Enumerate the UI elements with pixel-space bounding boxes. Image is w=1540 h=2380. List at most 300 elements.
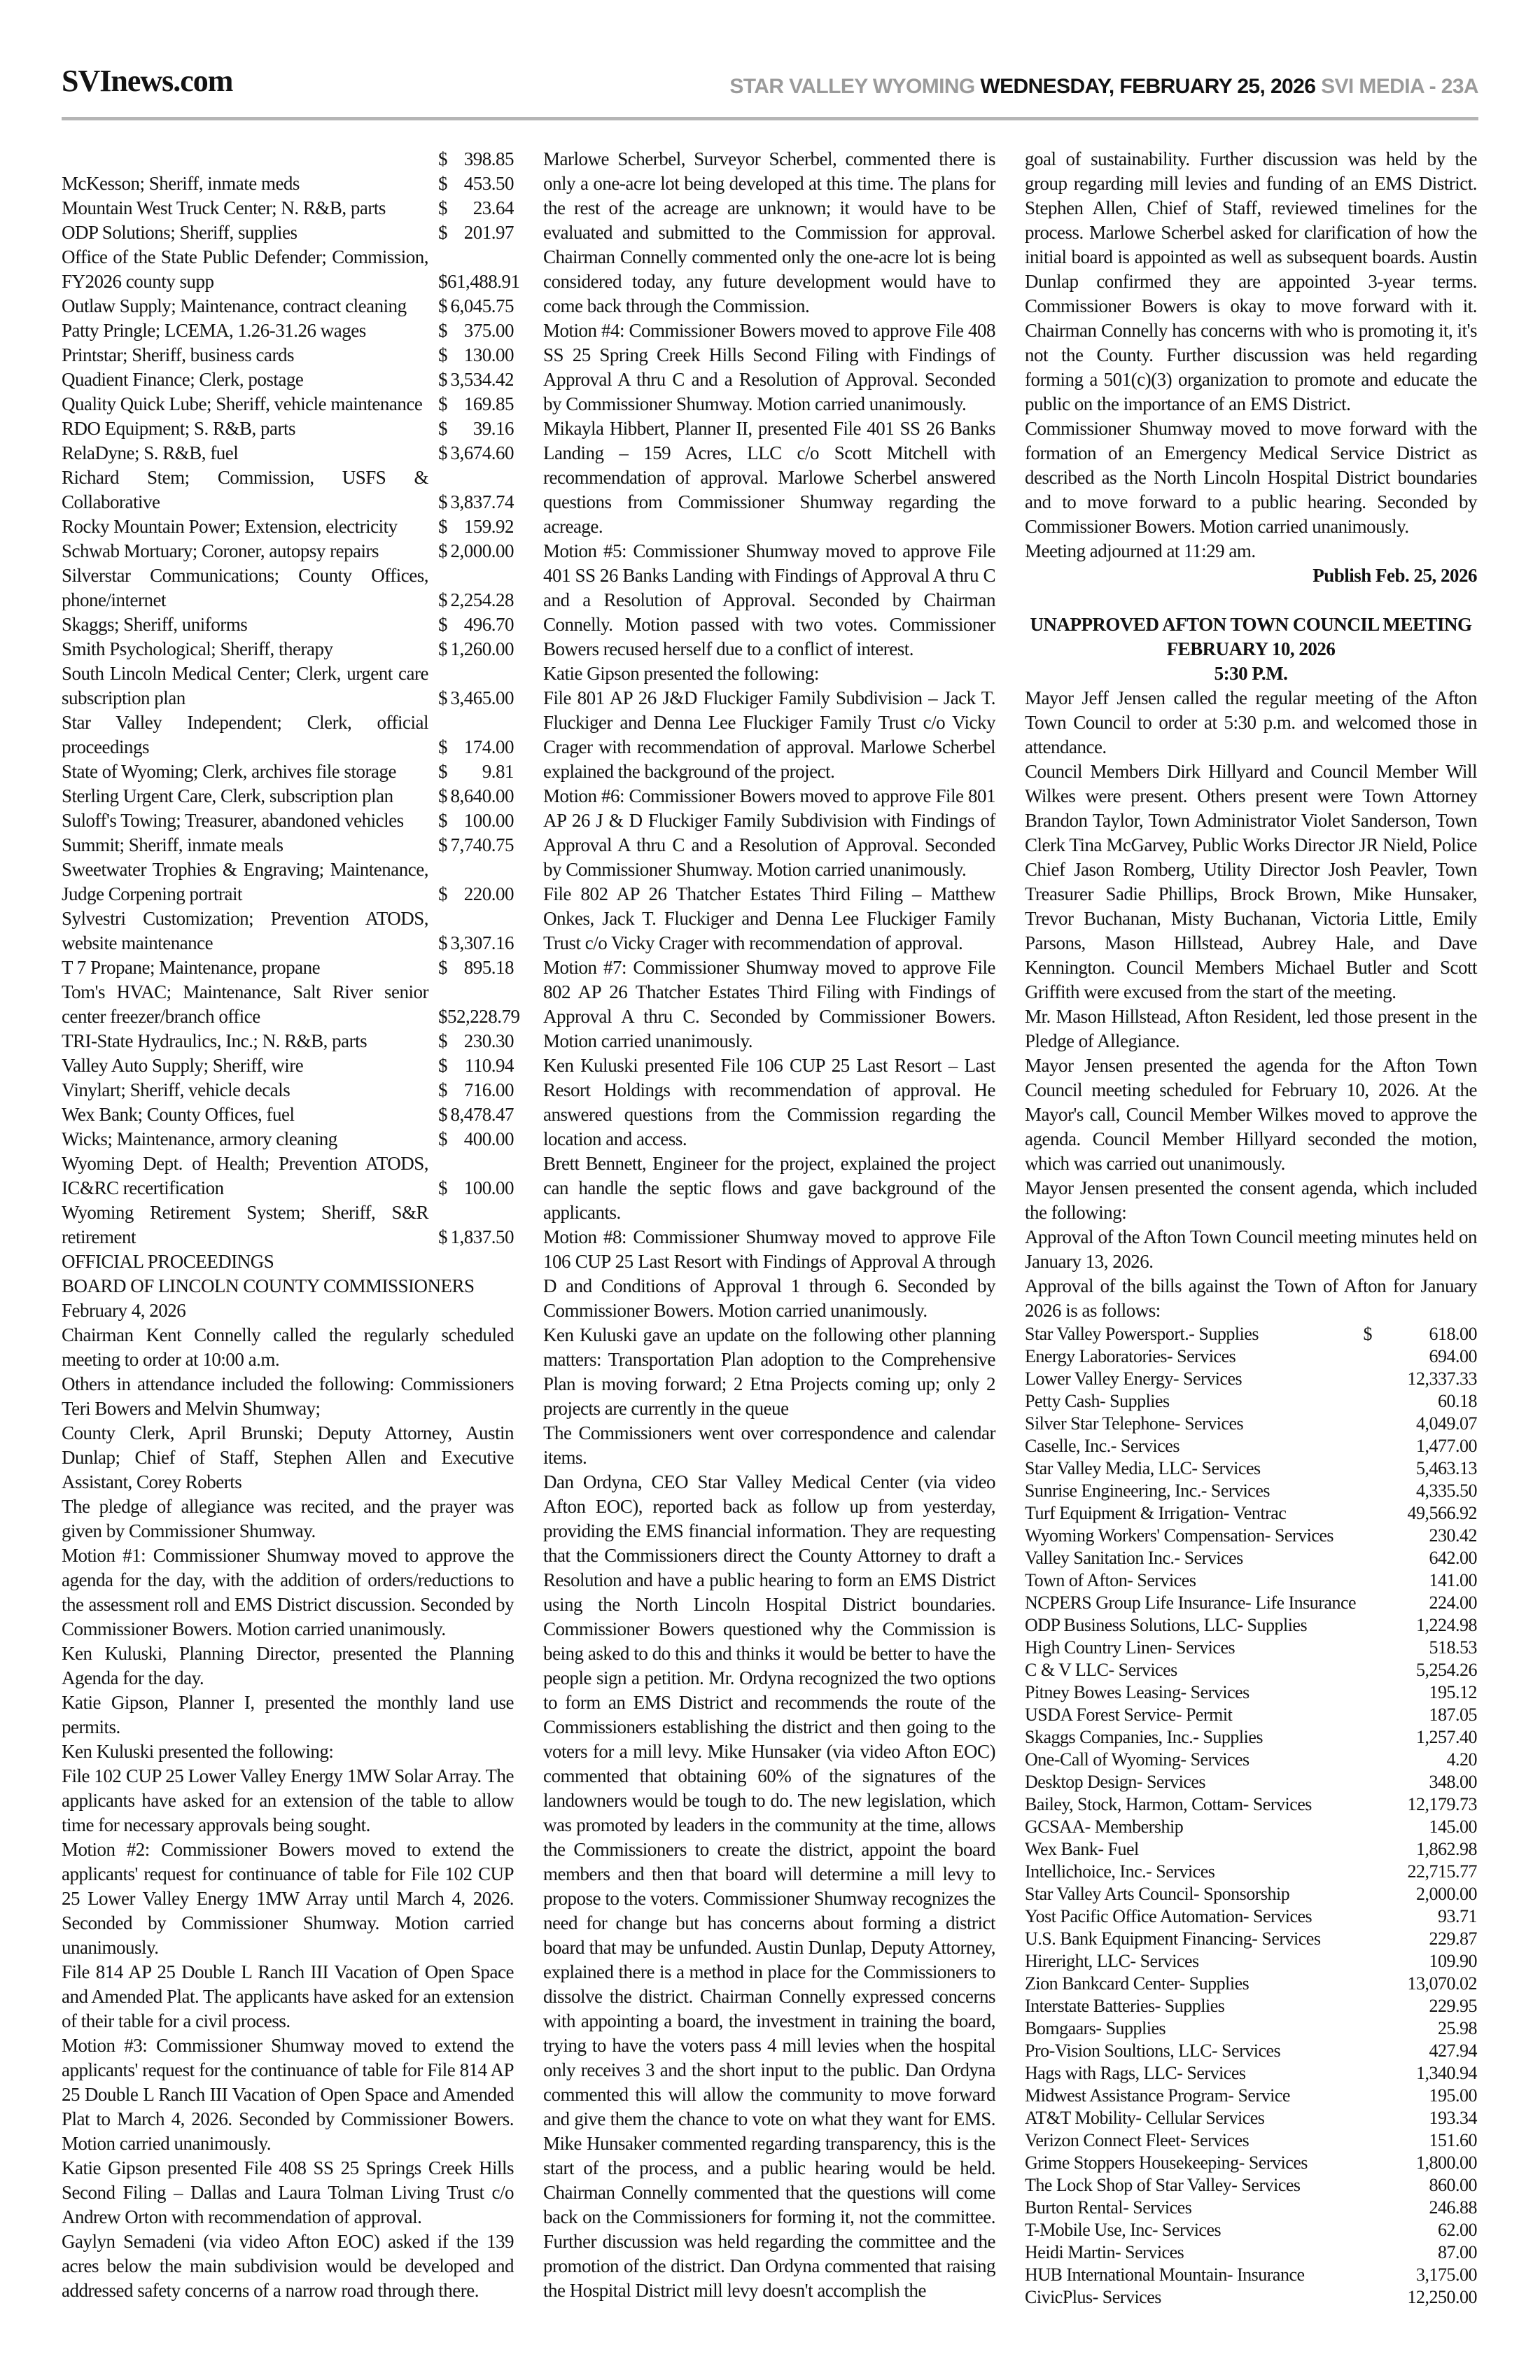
- ledger-amount: 201.97: [463, 222, 514, 243]
- ledger-row: [62, 343, 514, 368]
- ledger-description: Outlaw Supply; Maintenance, contract cleaning: [62, 295, 407, 316]
- publish-date: Publish Feb. 25, 2026: [1312, 565, 1477, 586]
- ledger-amount: 23.64: [472, 197, 514, 218]
- paragraph: Ken Kuluski, Planning Director, presented the Planning Agenda for the day.: [62, 1643, 514, 1688]
- paragraph: Motion #5: Commissioner Shumway moved to approve File 401 SS 26 Banks Landing with Findings of Approval A thru C and a Resolution of Approval. Seconded by Chairman Connelly. Motion passed with two votes. Commissioner Bowers recused herself due to a conflict of interest.: [543, 540, 995, 659]
- bill-name: Yost Pacific Office Automation- Services: [1025, 1906, 1312, 1926]
- ledger-amount: 453.50: [463, 173, 514, 194]
- ledger-amount: 1,260.00: [450, 638, 514, 659]
- paragraph: File 102 CUP 25 Lower Valley Energy 1MW Solar Array. The applicants have asked for an extension of the table to allow time for necessary approvals being sought.: [62, 1765, 514, 1835]
- dollar-sign: $: [438, 638, 447, 659]
- ledger-row: [62, 1029, 514, 1054]
- ledger-description: Valley Auto Supply; Sheriff, wire: [62, 1055, 304, 1076]
- bill-row: [1025, 2129, 1477, 2152]
- ledger-description: Office of the State Public Defender; Commission, FY2026 county supp: [62, 246, 428, 292]
- bill-row: [1025, 2085, 1477, 2107]
- ledger-row: [62, 564, 514, 612]
- paragraph: Commissioner Shumway moved to move forward with the formation of an Emergency Medical Service District as described as the North Lincoln Hospital District boundaries and to move forward to a public hearing. Seconded by Commissioner Bowers. Motion carried unanimously.: [1025, 418, 1477, 537]
- bill-name: Zion Bankcard Center- Supplies: [1025, 1973, 1250, 1994]
- ledger-description: Schwab Mortuary; Coroner, autopsy repairs: [62, 540, 379, 561]
- bill-name: Energy Laboratories- Services: [1025, 1346, 1236, 1366]
- bill-name: Verizon Connect Fleet- Services: [1025, 2130, 1250, 2150]
- bill-name: Intellichoice, Inc.- Services: [1025, 1861, 1215, 1882]
- bills-list: [1025, 1323, 1477, 2309]
- ledger-description: Patty Pringle; LCEMA, 1.26-31.26 wages: [62, 320, 366, 341]
- paragraph: Marlowe Scherbel, Surveyor Scherbel, commented there is only a one-acre lot being developed at this time. The plans for the rest of the acreage are unknown; it would have to be evaluated and submitted to the Commission for approval. Chairman Connelly commented only the one-acre lot is being considered today, any future development would have to come back through the Commission.: [543, 148, 995, 316]
- bill-row: [1025, 1323, 1477, 1345]
- bill-row: [1025, 1928, 1477, 1950]
- bill-name: T-Mobile Use, Inc- Services: [1025, 2220, 1222, 2240]
- ledger-row: [62, 1200, 514, 1250]
- ledger-amount: 100.00: [463, 1177, 514, 1198]
- paragraph: goal of sustainability. Further discussion was held by the group regarding mill levies and funding of an EMS District. Stephen Allen, Chief of Staff, reviewed timelines for the process. Marlowe Scherbel asked for clarification of how the initial board is appointed as well as subsequent boards. Austin Dunlap confirmed they are appointed 3-year terms. Commissioner Bowers is okay to move forward with it. Chairman Connelly has concerns with who is promoting it, it's not the County. Further discussion was held regarding forming a 501(c)(3) organization to promote and educate the public on the importance of an EMS District.: [1025, 148, 1477, 414]
- bill-row: [1025, 1950, 1477, 1973]
- bill-row: [1025, 1704, 1477, 1726]
- bill-name: Lower Valley Energy- Services: [1025, 1368, 1242, 1389]
- dollar-sign: $: [1363, 1324, 1372, 1344]
- ledger-row: [62, 1152, 514, 1200]
- ledger-row: [62, 612, 514, 637]
- bill-amount: 12,250.00: [1407, 2287, 1477, 2307]
- bill-amount: 187.05: [1429, 1704, 1477, 1725]
- bill-amount: 62.00: [1438, 2220, 1477, 2240]
- dollar-sign: $: [438, 418, 447, 439]
- bill-row: [1025, 2040, 1477, 2062]
- dollar-sign: $: [438, 222, 447, 243]
- ledger-description: Tom's HVAC; Maintenance, Salt River senior center freezer/branch office: [62, 981, 428, 1027]
- dollar-sign: $: [438, 540, 447, 561]
- bill-row: [1025, 1368, 1477, 1390]
- column-1: [62, 147, 520, 2303]
- bill-amount: 618.00: [1429, 1324, 1477, 1344]
- ledger-amount: 8,478.47: [450, 1104, 514, 1125]
- bill-amount: 5,463.13: [1416, 1458, 1477, 1478]
- ledger-row: [62, 710, 514, 760]
- dollar-sign: $: [438, 516, 447, 537]
- bill-name: Burton Rental- Services: [1025, 2197, 1192, 2218]
- ledger-amount: 39.16: [472, 418, 514, 439]
- bill-name: USDA Forest Service- Permit: [1025, 1704, 1233, 1725]
- proceedings-continued: [543, 147, 995, 2303]
- dollar-sign: $: [438, 344, 447, 365]
- bill-amount: 141.00: [1429, 1570, 1477, 1590]
- dollar-sign: $: [438, 1226, 447, 1247]
- heading-line: BOARD OF LINCOLN COUNTY COMMISSIONERS: [62, 1275, 475, 1296]
- bill-row: [1025, 1345, 1477, 1368]
- bill-amount: 2,000.00: [1416, 1884, 1477, 1904]
- bill-amount: 193.34: [1429, 2108, 1477, 2128]
- bill-amount: 13,070.02: [1407, 1973, 1477, 1994]
- heading-line: 5:30 P.M.: [1214, 663, 1288, 684]
- bill-amount: 109.90: [1429, 1951, 1477, 1971]
- heading-line: UNAPPROVED AFTON TOWN COUNCIL MEETING: [1030, 614, 1472, 635]
- bill-row: [1025, 1883, 1477, 1905]
- bill-row: [1025, 1681, 1477, 1704]
- heading-line: FEBRUARY 10, 2026: [1166, 638, 1336, 659]
- ledger-row: [62, 1127, 514, 1152]
- ledger-amount: 3,307.16: [450, 932, 514, 953]
- bill-row: [1025, 2241, 1477, 2264]
- bill-row: [1025, 1435, 1477, 1457]
- bill-name: NCPERS Group Life Insurance- Life Insurance: [1025, 1592, 1357, 1613]
- ledger-description: Printstar; Sheriff, business cards: [62, 344, 294, 365]
- heading-line: February 4, 2026: [62, 1300, 186, 1321]
- dollar-sign: $: [438, 785, 447, 806]
- bill-name: Silver Star Telephone- Services: [1025, 1413, 1244, 1434]
- ledger-amount: 230.30: [463, 1030, 514, 1051]
- bill-amount: 642.00: [1429, 1548, 1477, 1568]
- bill-row: [1025, 2107, 1477, 2129]
- paragraph: Others in attendance included the following: Commissioners Teri Bowers and Melvin Shumway;: [62, 1373, 514, 1419]
- ledger-description: Smith Psychological; Sheriff, therapy: [62, 638, 333, 659]
- ledger-amount: 220.00: [463, 883, 514, 904]
- bill-amount: 151.60: [1429, 2130, 1477, 2150]
- ledger-amount: 3,465.00: [450, 687, 514, 708]
- paragraph: Motion #6: Commissioner Bowers moved to approve File 801 AP 26 J & D Fluckiger Family Subdivision with Findings of Approval A thru C and a Resolution of Approval. Seconded by Commissioner Shumway. Motion carried unanimously.: [543, 785, 995, 880]
- bill-row: [1025, 2286, 1477, 2309]
- ledger-row: [62, 514, 514, 539]
- bill-name: Midwest Assistance Program- Service: [1025, 2085, 1290, 2106]
- paragraph: Council Members Dirk Hillyard and Council Member Will Wilkes were present. Others present were Town Attorney Brandon Taylor, Town Administrator Violet Sanderson, Town Clerk Tina McGarvey, Public Works Director JR Nield, Police Chief Jason Romberg, Utility Director Josh Peavler, Town Treasurer Sadie Phillips, Brock Brown, Mike Hunsaker, Trevor Buchanan, Misty Buchanan, Victoria Little, Emily Parsons, Mason Hillstead, Aubrey Hale, and Dave Kennington. Council Members Michael Butler and Scott Griffith were excused from the start of the meeting.: [1025, 761, 1477, 1002]
- ledger-amount: 100.00: [463, 810, 514, 831]
- dollar-sign: $: [438, 1079, 447, 1100]
- ledger-description: Quadient Finance; Clerk, postage: [62, 369, 304, 390]
- bill-name: Hags with Rags, LLC- Services: [1025, 2063, 1246, 2083]
- bill-amount: 224.00: [1429, 1592, 1477, 1613]
- bill-amount: 1,224.98: [1416, 1615, 1477, 1635]
- bill-amount: 93.71: [1438, 1906, 1477, 1926]
- page-header: [62, 0, 1478, 99]
- ledger-description: RDO Equipment; S. R&B, parts: [62, 418, 296, 439]
- ledger-description: McKesson; Sheriff, inmate meds: [62, 173, 300, 194]
- bill-name: Town of Afton- Services: [1025, 1570, 1196, 1590]
- ledger-amount: 716.00: [463, 1079, 514, 1100]
- bill-name: Pitney Bowes Leasing- Services: [1025, 1682, 1250, 1702]
- ledger-amount: 61,488.91: [447, 271, 520, 292]
- paragraph: Motion #3: Commissioner Shumway moved to extend the applicants' request for the continuance of table for File 814 AP 25 Double L Ranch III Vacation of Open Space and Amended Plat to March 4, 2026. Seconded by Commissioner Bowers. Motion carried unanimously.: [62, 2035, 514, 2154]
- ledger-description: Vinylart; Sheriff, vehicle decals: [62, 1079, 290, 1100]
- ledger-amount: 3,534.42: [450, 369, 514, 390]
- ledger-row: [62, 196, 514, 220]
- paragraph: Motion #8: Commissioner Shumway moved to approve File 106 CUP 25 Last Resort with Findings of Approval A through D and Conditions of Approval 1 through 6. Seconded by Commissioner Bowers. Motion carried unanimously.: [543, 1226, 995, 1321]
- dollar-sign: $: [438, 1006, 447, 1027]
- bill-row: [1025, 1995, 1477, 2017]
- bill-name: Petty Cash- Supplies: [1025, 1391, 1170, 1411]
- dollar-sign: $: [438, 614, 447, 635]
- dollar-sign: $: [438, 393, 447, 414]
- bill-name: Hireright, LLC- Services: [1025, 1951, 1199, 1971]
- bill-amount: 195.12: [1429, 1682, 1477, 1702]
- proceedings-heading: [62, 1250, 514, 1323]
- bill-amount: 1,477.00: [1416, 1436, 1477, 1456]
- paragraph: Gaylyn Semadeni (via video Afton EOC) asked if the 139 acres below the main subdivision would be developed and addressed safety concerns of a narrow road through there.: [62, 2231, 514, 2301]
- header-edition: SVI MEDIA - 23A: [1321, 75, 1478, 98]
- bill-amount: 229.95: [1429, 1996, 1477, 2016]
- bill-amount: 1,340.94: [1416, 2063, 1477, 2083]
- bill-amount: 860.00: [1429, 2175, 1477, 2195]
- bill-name: Desktop Design- Services: [1025, 1772, 1206, 1792]
- dollar-sign: $: [438, 883, 447, 904]
- bill-row: [1025, 2017, 1477, 2040]
- ledger-amount: 9.81: [482, 761, 514, 782]
- bill-row: [1025, 1726, 1477, 1749]
- ledger-row: [62, 441, 514, 465]
- bill-amount: 3,175.00: [1416, 2264, 1477, 2285]
- header-rule-divider: [62, 117, 1478, 120]
- bill-name: Bomgaars- Supplies: [1025, 2018, 1166, 2038]
- dollar-sign: $: [438, 957, 447, 978]
- ledger-description: Silverstar Communications; County Offices, phone/internet: [62, 565, 428, 610]
- ledger-description: Wicks; Maintenance, armory cleaning: [62, 1128, 337, 1149]
- bill-amount: 87.00: [1438, 2242, 1477, 2262]
- ledger-amount: 7,740.75: [450, 834, 514, 855]
- paragraph: Mikayla Hibbert, Planner II, presented File 401 SS 26 Banks Landing – 159 Acres, LLC c/o Scott Mitchell with recommendation of approval. Marlowe Scherbel answered questions from Commissioner Shumway regarding the acreage.: [543, 418, 995, 537]
- bill-amount: 348.00: [1429, 1772, 1477, 1792]
- bill-amount: 4,049.07: [1416, 1413, 1477, 1434]
- ledger-row: [62, 808, 514, 833]
- dollar-sign: $: [438, 197, 447, 218]
- bill-name: Wyoming Workers' Compensation- Services: [1025, 1525, 1334, 1546]
- ledger-description: South Lincoln Medical Center; Clerk, urgent care subscription plan: [62, 663, 428, 708]
- bill-row: [1025, 1861, 1477, 1883]
- paragraph: Motion #7: Commissioner Shumway moved to approve File 802 AP 26 Thatcher Estates Third Filing with Findings of Approval A thru C. Seconded by Commissioner Bowers. Motion carried unanimously.: [543, 957, 995, 1051]
- bill-name: Turf Equipment & Irrigation- Ventrac: [1025, 1503, 1287, 1523]
- paragraph: File 801 AP 26 J&D Fluckiger Family Subdivision – Jack T. Fluckiger and Denna Lee Fluckiger Family Trust c/o Vicky Crager with recommendation of approval. Marlowe Scherbel explained the background of the project.: [543, 687, 995, 782]
- paragraph: Chairman Kent Connelly called the regularly scheduled meeting to order at 10:00 a.m.: [62, 1324, 514, 1370]
- paragraph: Ken Kuluski gave an update on the following other planning matters: Transportation Plan adoption to the Comprehensive Plan is moving forward; 2 Etna Projects coming up; only 2 projects are currently in the queue: [543, 1324, 995, 1419]
- bill-amount: 25.98: [1438, 2018, 1477, 2038]
- bill-amount: 60.18: [1438, 1391, 1477, 1411]
- council-meeting-heading: [1025, 612, 1477, 686]
- ledger-row: [62, 833, 514, 858]
- bill-name: C & V LLC- Services: [1025, 1660, 1177, 1680]
- bill-amount: 22,715.77: [1407, 1861, 1477, 1882]
- bill-amount: 12,179.73: [1407, 1794, 1477, 1814]
- ledger-row: [62, 465, 514, 514]
- dollar-sign: $: [438, 148, 447, 169]
- bill-row: [1025, 1547, 1477, 1569]
- ledger-row: [62, 416, 514, 441]
- paragraph: Motion #1: Commissioner Shumway moved to approve the agenda for the day, with the addition of orders/reductions to the assessment roll and EMS District discussion. Seconded by Commissioner Bowers. Motion carried unanimously.: [62, 1545, 514, 1639]
- ledger-amount: 398.85: [463, 148, 514, 169]
- column-3: [1025, 147, 1477, 2309]
- ledger-description: Quality Quick Lube; Sheriff, vehicle maintenance: [62, 393, 423, 414]
- ledger-amount: 3,674.60: [450, 442, 514, 463]
- paragraph: Mayor Jensen presented the agenda for the Afton Town Council meeting scheduled for February 10, 2026. At the Mayor's call, Council Member Wilkes moved to approve the agenda. Council Member Hillyard seconded the motion, which was carried out unanimously.: [1025, 1055, 1477, 1174]
- ledger-amount: 169.85: [463, 393, 514, 414]
- bill-name: Caselle, Inc.- Services: [1025, 1436, 1180, 1456]
- bill-amount: 4,335.50: [1416, 1480, 1477, 1501]
- ledger-description: Skaggs; Sheriff, uniforms: [62, 614, 248, 635]
- paragraph: Approval of the Afton Town Council meeting minutes held on January 13, 2026.: [1025, 1226, 1477, 1272]
- ledger-description: Wex Bank; County Offices, fuel: [62, 1104, 295, 1125]
- ledger-description: Mountain West Truck Center; N. R&B, parts: [62, 197, 386, 218]
- ledger-row: [62, 980, 520, 1029]
- ledger-description: Star Valley Independent; Clerk, official proceedings: [62, 712, 428, 757]
- ledger-description: T 7 Propane; Maintenance, propane: [62, 957, 321, 978]
- county-expenditure-ledger: [62, 147, 520, 1250]
- ledger-row: [62, 318, 514, 343]
- bill-name: Pro-Vision Soultions, LLC- Services: [1025, 2040, 1281, 2061]
- bill-name: Wex Bank- Fuel: [1025, 1839, 1139, 1859]
- article-columns: [62, 147, 1478, 2309]
- paragraph: Mayor Jensen presented the consent agenda, which included the following:: [1025, 1177, 1477, 1223]
- dollar-sign: $: [438, 320, 447, 341]
- paragraph: Dan Ordyna, CEO Star Valley Medical Center (via video Afton EOC), reported back as follow up from yesterday, providing the EMS financial information. They are requesting that the Commissioners direct the County Attorney to draft a Resolution and have a public hearing to form an EMS District using the North Lincoln Hospital District boundaries. Commissioner Bowers questioned why the Commission is being asked to do this and thinks it would be better to have the people sign a petition. Mr. Ordyna recognized the two options to form an EMS District and recommends the route of the Commissioners establishing the district and then going to the voters for a mill levy. Mike Hunsaker (via video Afton EOC) commented that obtaining 60% of the signatures of the landowners would be tough to do. The new legislation, which was promoted by leaders in the community at the time, allows the Commissioners to create the district, appoint the board members and then that board will determine a mill levy to propose to the voters. Commissioner Shumway recognizes the need for change but has concerns about forming a district board that may be unfunded. Austin Dunlap, Deputy Attorney, explained there is a method in place for the Commissioners to dissolve the district. Chairman Connelly expressed concerns with appointing a board, the investment in training the board, trying to have the voters pass 4 mill levies when the hospital only receives 3 and the short input to the public. Dan Ordyna commented this will allow the community to move forward and give them the chance to vote on what they want for EMS. Mike Hunsaker commented regarding transparency, this is the start of the process, and a public hearing would be held. Chairman Connelly commented that the questions will come back on the Commissioners for forming it, not the committee. Further discussion was held regarding the committee and the promotion of the district. Dan Ordyna commented that raising the Hospital District mill levy doesn't accomplish the: [543, 1471, 995, 2301]
- paragraph: The Commissioners went over correspondence and calendar items.: [543, 1422, 995, 1468]
- proceedings-conclusion: [1025, 147, 1477, 564]
- ledger-amount: 2,000.00: [450, 540, 514, 561]
- ledger-row: [62, 1078, 514, 1102]
- bill-amount: 230.42: [1429, 1525, 1477, 1546]
- bill-name: Heidi Martin- Services: [1025, 2242, 1184, 2262]
- bill-row: [1025, 1749, 1477, 1771]
- paragraph: Mayor Jeff Jensen called the regular meeting of the Afton Town Council to order at 5:30 p.m. and welcomed those in attendance.: [1025, 687, 1477, 757]
- ledger-description: Wyoming Retirement System; Sheriff, S&R retirement: [62, 1202, 428, 1247]
- column-2: [543, 147, 995, 2303]
- ledger-row: [62, 368, 514, 392]
- bill-name: The Lock Shop of Star Valley- Services: [1025, 2175, 1301, 2195]
- dollar-sign: $: [438, 1104, 447, 1125]
- bill-row: [1025, 2174, 1477, 2197]
- ledger-amount: 2,254.28: [450, 589, 514, 610]
- bill-amount: 49,566.92: [1407, 1503, 1477, 1523]
- bill-name: Grime Stoppers Housekeeping- Services: [1025, 2152, 1308, 2173]
- bill-row: [1025, 1816, 1477, 1838]
- bill-name: Skaggs Companies, Inc.- Supplies: [1025, 1727, 1264, 1747]
- bill-row: [1025, 1659, 1477, 1681]
- ledger-row: [62, 858, 514, 906]
- dollar-sign: $: [438, 736, 447, 757]
- publish-line: [1025, 564, 1477, 588]
- site-name: SVInews.com: [62, 64, 233, 98]
- paragraph: Ken Kuluski presented the following:: [62, 1741, 334, 1762]
- ledger-row: [62, 1102, 514, 1127]
- bill-row: [1025, 2152, 1477, 2174]
- bill-name: U.S. Bank Equipment Financing- Services: [1025, 1928, 1321, 1949]
- ledger-amount: 6,045.75: [450, 295, 514, 316]
- paragraph: Motion #4: Commissioner Bowers moved to approve File 408 SS 25 Spring Creek Hills Second Filing with Findings of Approval A thru C and a Resolution of Approval. Seconded by Commissioner Shumway. Motion carried unanimously.: [543, 320, 995, 414]
- ledger-amount: 400.00: [463, 1128, 514, 1149]
- paragraph: The pledge of allegiance was recited, and the prayer was given by Commissioner Shumway.: [62, 1496, 514, 1541]
- paragraph: Meeting adjourned at 11:29 am.: [1025, 540, 1256, 561]
- bill-amount: 1,862.98: [1416, 1839, 1477, 1859]
- ledger-amount: 1,837.50: [450, 1226, 514, 1247]
- bill-row: [1025, 1413, 1477, 1435]
- ledger-description: Wyoming Dept. of Health; Prevention ATODS, IC&RC recertification: [62, 1153, 428, 1198]
- bill-amount: 5,254.26: [1416, 1660, 1477, 1680]
- paragraph: Approval of the bills against the Town of Afton for January 2026 is as follows:: [1025, 1275, 1477, 1321]
- dollar-sign: $: [438, 589, 447, 610]
- bill-amount: 246.88: [1429, 2197, 1477, 2218]
- bill-row: [1025, 1793, 1477, 1816]
- ledger-description: Sylvestri Customization; Prevention ATODS, website maintenance: [62, 908, 428, 953]
- bill-name: Star Valley Arts Council- Sponsorship: [1025, 1884, 1290, 1904]
- ledger-row: [62, 784, 514, 808]
- header-meta: [729, 75, 1478, 99]
- bill-row: [1025, 1614, 1477, 1637]
- bill-amount: 427.94: [1429, 2040, 1477, 2061]
- ledger-row: [62, 220, 514, 245]
- heading-line: OFFICIAL PROCEEDINGS: [62, 1251, 274, 1272]
- ledger-description: State of Wyoming; Clerk, archives file storage: [62, 761, 396, 782]
- ledger-row: [62, 539, 514, 564]
- bill-name: High Country Linen- Services: [1025, 1637, 1236, 1658]
- bill-name: CivicPlus- Services: [1025, 2287, 1161, 2307]
- ledger-description: ODP Solutions; Sheriff, supplies: [62, 222, 298, 243]
- ledger-amount: 130.00: [463, 344, 514, 365]
- ledger-amount: 110.94: [464, 1055, 514, 1076]
- dollar-sign: $: [438, 1055, 447, 1076]
- ledger-description: Sterling Urgent Care, Clerk, subscription plan: [62, 785, 393, 806]
- bill-row: [1025, 2219, 1477, 2241]
- ledger-row: [62, 662, 514, 710]
- dollar-sign: $: [438, 173, 447, 194]
- dollar-sign: $: [438, 687, 447, 708]
- bill-name: HUB International Mountain- Insurance: [1025, 2264, 1305, 2285]
- ledger-row: [62, 760, 514, 784]
- bill-row: [1025, 2062, 1477, 2085]
- ledger-amount: 174.00: [463, 736, 514, 757]
- header-location: STAR VALLEY WYOMING: [729, 75, 981, 98]
- proceedings-body: [62, 1323, 514, 2303]
- bill-name: ODP Business Solutions, LLC- Supplies: [1025, 1615, 1308, 1635]
- bill-row: [1025, 1457, 1477, 1480]
- bill-name: Bailey, Stock, Harmon, Cottam- Services: [1025, 1794, 1312, 1814]
- dollar-sign: $: [438, 761, 447, 782]
- ledger-description: Summit; Sheriff, inmate meals: [62, 834, 284, 855]
- bill-amount: 518.53: [1429, 1637, 1477, 1658]
- bill-amount: 694.00: [1429, 1346, 1477, 1366]
- ledger-amount: 496.70: [463, 614, 514, 635]
- bill-row: [1025, 1905, 1477, 1928]
- bill-name: One-Call of Wyoming- Services: [1025, 1749, 1250, 1770]
- bill-row: [1025, 1390, 1477, 1413]
- bill-row: [1025, 1592, 1477, 1614]
- dollar-sign: $: [438, 491, 447, 512]
- paragraph: Katie Gipson presented File 408 SS 25 Springs Creek Hills Second Filing – Dallas and Laura Tolman Living Trust c/o Andrew Orton with recommendation of approval.: [62, 2157, 514, 2227]
- dollar-sign: $: [438, 1128, 447, 1149]
- paragraph: Katie Gipson presented the following:: [543, 663, 819, 684]
- dollar-sign: $: [438, 271, 447, 292]
- paragraph: Motion #2: Commissioner Bowers moved to extend the applicants' request for continuance of table for File 102 CUP 25 Lower Valley Energy 1MW Array until March 4, 2026. Seconded by Commissioner Shumway. Motion carried unanimously.: [62, 1839, 514, 1958]
- paragraph: Mr. Mason Hillstead, Afton Resident, led those present in the Pledge of Allegiance.: [1025, 1006, 1477, 1051]
- ledger-amount: 52,228.79: [447, 1006, 520, 1027]
- bill-amount: 4.20: [1446, 1749, 1477, 1770]
- ledger-description: Sweetwater Trophies & Engraving; Maintenance, Judge Corpening portrait: [62, 859, 428, 904]
- paragraph: Ken Kuluski presented File 106 CUP 25 Last Resort – Last Resort Holdings with recommendation of approval. He answered questions from the Commission regarding the location and access.: [543, 1055, 995, 1149]
- ledger-row: [62, 637, 514, 662]
- dollar-sign: $: [438, 1030, 447, 1051]
- bill-name: Star Valley Media, LLC- Services: [1025, 1458, 1261, 1478]
- ledger-row: [62, 906, 514, 955]
- bill-row: [1025, 1771, 1477, 1793]
- ledger-amount: 375.00: [463, 320, 514, 341]
- bill-amount: 145.00: [1429, 1816, 1477, 1837]
- bill-amount: 195.00: [1429, 2085, 1477, 2106]
- bill-row: [1025, 1973, 1477, 1995]
- dollar-sign: $: [438, 369, 447, 390]
- ledger-amount: 159.92: [463, 516, 514, 537]
- ledger-amount: 895.18: [463, 957, 514, 978]
- bill-amount: 229.87: [1429, 1928, 1477, 1949]
- bill-row: [1025, 1525, 1477, 1547]
- dollar-sign: $: [438, 1177, 447, 1198]
- bill-row: [1025, 2264, 1477, 2286]
- ledger-row: [62, 147, 514, 172]
- dollar-sign: $: [438, 295, 447, 316]
- dollar-sign: $: [438, 810, 447, 831]
